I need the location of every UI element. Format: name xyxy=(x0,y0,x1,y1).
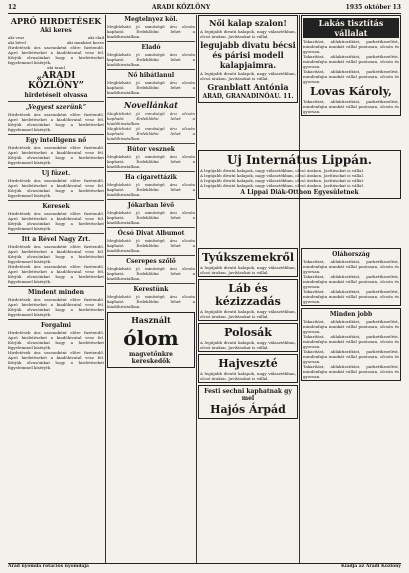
ad-heading: Kerestünk xyxy=(133,286,169,293)
ad-heading: Granblatt Antónia xyxy=(207,82,289,92)
footer-left: Arad nyomda rotációs nyomdája xyxy=(8,564,89,569)
body-text: Hirdetések ára szavanként előre fizetendő. Apró hirdetéseket a kiadóhivatal vesz fel. Kérjük olvasóinkat hogy a hirdetéseket figyelemmel kísérjék. xyxy=(8,350,104,370)
section-title: APRÓ HIRDETÉSEK xyxy=(10,16,102,26)
keyword: aki bérel xyxy=(8,40,26,45)
body-text: Takarítást, ablaktisztítást, parkettkezelést, mindenfajta munkát vállal pontosan, olcsón és gyorsan. xyxy=(303,69,399,84)
body-text: Takarítást, ablaktisztítást, parkettkezelést, mindenfajta munkát vállal pontosan, olcsón és gyorsan. xyxy=(303,364,399,379)
column-ads-4 xyxy=(301,15,401,148)
ad-heading: Jókarban lévő xyxy=(127,202,175,209)
body-text: A legújabb divatú kalapok, nagy választékban, olcsó árakon. Javításokat is vállal. xyxy=(200,265,296,275)
column-classifieds xyxy=(8,15,104,563)
column-ads-4-lower xyxy=(301,248,401,563)
body-text: Hirdetések ára szavanként előre fizetendő. Apró hirdetéseket a kiadóhivatal vesz fel. Kérjük olvasóinkat hogy a hirdetéseket figyelemmel kísérjék. xyxy=(8,297,104,317)
ad-sub: magvetőnkre kereskedők xyxy=(128,351,173,365)
ad-heading: Novellánkat xyxy=(124,100,178,110)
body-text: A legújabb divatú kalapok, nagy választékban, olcsó árakon. Javításokat is vállal. xyxy=(200,340,296,350)
ad-heading: legujabb divatu bécsi és párisi modell kalapjaimra. xyxy=(200,40,296,70)
body-text: Megbízható jó minőségű áru olcsón kapható. Érdeklődni lehet a kiadóhivatalban. xyxy=(107,80,195,95)
ad-heading-big: Polosák xyxy=(224,326,272,339)
ad-box-cleaning xyxy=(301,15,401,116)
body-text: A legújabb divatú kalapok, nagy választékban, olcsó árakon. Javításokat is vállal. xyxy=(200,29,296,39)
body-text: Megbízható jó minőségű áru olcsón kapható. Érdeklődni lehet a kiadóhivatalban. xyxy=(107,126,195,141)
body-text: Hirdetések ára szavanként előre fizetendő. Apró hirdetéseket a kiadóhivatal vesz fel. Kérjük olvasóinkat hogy a hirdetéseket figyelemmel kísérjék. xyxy=(8,330,104,350)
column-ads-2 xyxy=(107,15,195,563)
ad-heading-big: ólom xyxy=(123,326,179,350)
body-text: Hirdetések ára szavanként előre fizetendő. Apró hirdetéseket a kiadóhivatal vesz fel. Kérjük olvasóinkat hogy a hirdetéseket figyelemmel kísérjék. xyxy=(8,45,104,65)
body-text: Megbízható jó minőségű áru olcsón kapható. Érdeklődni lehet a kiadóhivatalban. xyxy=(107,52,195,67)
body-text: Megbízható jó minőségű áru olcsón kapható. Érdeklődni lehet a kiadóhivatalban. xyxy=(107,210,195,225)
body-text: A legújabb divatú kalapok, nagy választékban, olcsó árakon. Javításokat is vállal. xyxy=(200,168,364,173)
body-text: Takarítást, ablaktisztítást, parkettkezelést, mindenfajta munkát vállal pontosan, olcsón és gyorsan. xyxy=(303,349,399,364)
page-header xyxy=(8,4,401,14)
body-text: Megbízható jó minőségű áru olcsón kapható. Érdeklődni lehet a kiadóhivatalban. xyxy=(107,24,195,39)
keyword: aki vesz xyxy=(8,35,25,40)
ad-heading: Megtelnyez köl. xyxy=(124,16,178,23)
body-text: A legújabb divatú kalapok, nagy választékban, olcsó árakon. Javításokat is vállal. xyxy=(200,371,296,381)
body-text: Megbízható jó minőségű áru olcsón kapható. Érdeklődni lehet a kiadóhivatalban. xyxy=(107,111,195,126)
paper-name: „ARADI KÖZLÖNY” xyxy=(28,71,84,91)
body-text: Megbízható jó minőségű áru olcsón kapható. Érdeklődni lehet a kiadóhivatalban. xyxy=(107,294,195,309)
ad-heading-big: Tyúkszemekről xyxy=(202,251,294,264)
page-number: 12 xyxy=(8,4,17,11)
footer-right: Kiadja az Aradi Közlöny xyxy=(341,564,401,569)
ad-heading: Nő hibátlanul xyxy=(127,72,175,79)
paper-sub: hirdetéseit olvassa xyxy=(24,92,88,99)
ad-heading: Ha cigarettázik xyxy=(125,174,177,181)
ad-heading: Ócsó Divat Albumot xyxy=(117,230,185,237)
body-text: Takarítást, ablaktisztítást, parkettkezelést, mindenfajta munkát vállal pontosan, olcsón és gyorsan. xyxy=(303,54,399,69)
keyword: aki munkást keres xyxy=(66,40,104,45)
body-text: A legújabb divatú kalapok, nagy választékban, olcsó árakon. Javításokat is vállal. xyxy=(200,183,364,188)
body-text: Takarítást, ablaktisztítást, parkettkezelést, mindenfajta munkát vállal pontosan, olcsón és gyorsan. xyxy=(303,334,399,349)
ad-heading: „Vegyest szerünk” xyxy=(25,104,87,111)
body-text: Takarítást, ablaktisztítást, parkettkezelést, mindenfajta munkát vállal pontosan, olcsón és gyorsan. xyxy=(303,274,399,289)
keyword: aki tanul xyxy=(47,65,65,70)
ad-heading: Mindent minden xyxy=(28,289,84,296)
ad-heading: Minden jobb xyxy=(329,311,373,318)
ad-heading: Festi sechni kaphatnak gy mel xyxy=(204,388,292,402)
ad-heading: Uj füzet. xyxy=(41,170,71,177)
ad-sub: A Lippai Diák-Otthon Egyesületnek xyxy=(240,189,359,196)
body-text: Hirdetések ára szavanként előre fizetendő. Apró hirdetéseket a kiadóhivatal vesz fel. Kérjük olvasóinkat hogy a hirdetéseket figyelemmel kísérjék. xyxy=(8,112,104,132)
ad-heading: Női kalap szalon! xyxy=(209,18,287,28)
ad-heading-big: Láb és kézizzadás xyxy=(215,282,281,308)
ad-heading: Bútor vesznek xyxy=(127,146,175,153)
body-text: Hirdetések ára szavanként előre fizetendő. Apró hirdetéseket a kiadóhivatal vesz fel. Kérjük olvasóinkat hogy a hirdetéseket figyelemmel kísérjék. xyxy=(8,211,104,231)
body-text: Megbízható jó minőségű áru olcsón kapható. Érdeklődni lehet a kiadóhivatalban. xyxy=(107,266,195,281)
ad-heading: Itt a Rével Nagy Zrt. xyxy=(21,236,91,243)
body-text: Megbízható jó minőségű áru olcsón kapható. Érdeklődni lehet a kiadóhivatalban. xyxy=(107,154,195,169)
ad-heading-big: Uj Internátus Lippán. xyxy=(227,153,372,167)
body-text: Takarítást, ablaktisztítást, parkettkezelést, mindenfajta munkát vállal pontosan, olcsón és gyorsan. xyxy=(303,289,399,304)
body-text: Takarítást, ablaktisztítást, parkettkezelést, mindenfajta munkát vállal pontosan, olcsón és gyorsan. xyxy=(303,319,399,334)
ad-sub: ARAD, GRANADINÓAU. 11. xyxy=(202,93,294,100)
section-subtitle: Aki keres xyxy=(40,27,72,34)
ad-heading: Oláhország xyxy=(332,251,370,258)
ad-heading: Használt xyxy=(131,315,171,325)
body-text: A legújabb divatú kalapok, nagy választékban, olcsó árakon. Javításokat is vállal. xyxy=(200,178,364,183)
column-rule xyxy=(196,15,197,563)
ad-heading: Cserepes szőlő xyxy=(126,258,176,265)
ad-heading: Keresek xyxy=(42,203,70,210)
body-text: Hirdetések ára szavanként előre fizetendő. Apró hirdetéseket a kiadóhivatal vesz fel. Kérjük olvasóinkat hogy a hirdetéseket figyelemmel kísérjék. xyxy=(8,145,104,165)
body-text: Megbízható jó minőségű áru olcsón kapható. Érdeklődni lehet a kiadóhivatalban. xyxy=(107,238,195,253)
column-rule xyxy=(299,15,300,563)
column-rule xyxy=(105,15,106,563)
body-text: A legújabb divatú kalapok, nagy választékban, olcsó árakon. Javításokat is vállal. xyxy=(200,71,296,81)
body-text: Hirdetések ára szavanként előre fizetendő. Apró hirdetéseket a kiadóhivatal vesz fel. Kérjük olvasóinkat hogy a hirdetéseket figyelemmel kísérjék. xyxy=(8,244,104,264)
ad-internatus xyxy=(198,150,401,246)
paper-title: ARADI KÖZLÖNY xyxy=(151,4,211,11)
ad-box-hat-salon xyxy=(198,15,298,103)
keyword: aki elad xyxy=(88,35,104,40)
body-text: Takarítást, ablaktisztítást, parkettkezelést, mindenfajta munkát vállal pontosan, olcsón és gyorsan. xyxy=(303,39,399,54)
ad-heading: Eladó xyxy=(141,44,161,51)
ad-heading: Egy intelligens nő xyxy=(25,137,87,144)
body-text: Megbízható jó minőségű áru olcsón kapható. Érdeklődni lehet a kiadóhivatalban. xyxy=(107,182,195,197)
body-text: Hirdetések ára szavanként előre fizetendő. Apró hirdetéseket a kiadóhivatal vesz fel. Kérjük olvasóinkat hogy a hirdetéseket figyelemmel kísérjék. xyxy=(8,264,104,284)
ad-box-lead xyxy=(107,312,195,368)
body-text: Takarítást, ablaktisztítást, parkettkezelést, mindenfajta munkát vállal pontosan, olcsón és gyorsan. xyxy=(303,99,399,114)
ad-heading: Lakás tisztítás vállalat xyxy=(303,18,399,38)
body-text: A legújabb divatú kalapok, nagy választékban, olcsó árakon. Javításokat is vállal. xyxy=(200,309,296,319)
column-ads-3-lower xyxy=(198,248,298,563)
ad-heading-big: Hajós Árpád xyxy=(210,403,286,416)
ad-heading: Forgalmi xyxy=(40,322,72,329)
page-footer xyxy=(8,563,401,571)
body-text: Hirdetések ára szavanként előre fizetendő. Apró hirdetéseket a kiadóhivatal vesz fel. Kérjük olvasóinkat hogy a hirdetéseket figyelemmel kísérjék. xyxy=(8,178,104,198)
body-text: A legújabb divatú kalapok, nagy választékban, olcsó árakon. Javításokat is vállal. xyxy=(200,173,364,178)
body-text: Takarítást, ablaktisztítást, parkettkezelést, mindenfajta munkát vállal pontosan, olcsón és gyorsan. xyxy=(303,259,399,274)
issue-date: 1935 október 13 xyxy=(345,4,401,11)
ad-heading-big: Lovas Károly, xyxy=(310,85,392,98)
ad-heading-big: Hajveszté xyxy=(218,357,278,370)
